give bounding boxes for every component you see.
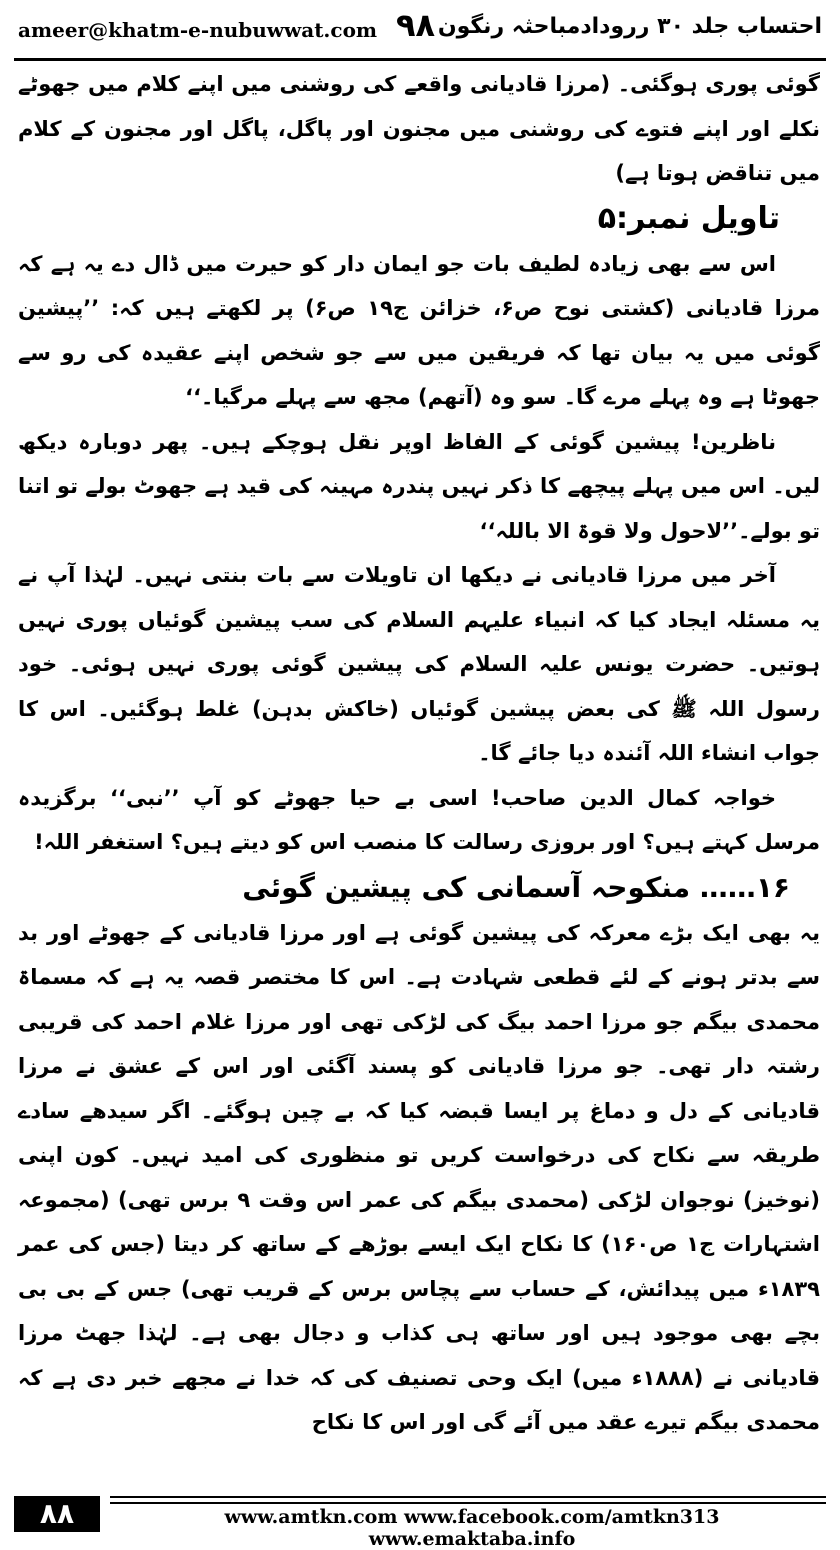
footer-divider-top (110, 1496, 826, 1498)
paragraph-3-quote: ’’لاحول ولا قوۃ الا باللہ‘‘ (479, 518, 739, 543)
paragraph-5: خواجہ کمال الدین صاحب! اسی بے حیا جھوٹے کو آپ ’’نبی‘‘ برگزیدہ مرسل کہتے ہیں؟ اور بروزی رسالت کا منصب اس کو دیتے ہیں؟ استغفر اللہ! (18, 785, 820, 854)
paragraph-3 (18, 420, 820, 554)
page-body (18, 62, 820, 1445)
page-footer (14, 1496, 826, 1550)
paragraph-4: آخر میں مرزا قادیانی نے دیکھا ان تاویلات سے بات بنتی نہیں۔ لہٰذا آپ نے یہ مسئلہ ایجاد کیا کہ انبیاء علیہم السلام کی سب پیشین گوئیاں پوری نہیں ہوتیں۔ حضرت یونس علیہ السلام کی پیشین گوئی پوری نہیں ہوئی۔ خود رسول اللہ ﷺ کی بعض پیشین گوئیاں (خاکش بدہن) غلط ہوگئیں۔ اس کا جواب انشاء اللہ آئندہ دیا جائے گا۔ (18, 563, 820, 765)
header-page-number: ۹۸ (396, 6, 436, 44)
paragraph-3-text: ناظرین! پیشین گوئی کے الفاظ اوپر نقل ہوچکے ہیں۔ پھر دوبارہ دیکھ لیں۔ اس میں پہلے پیچھے کا ذکر نہیں پندرہ مہینہ کی قید ہے جھوٹ بولے تو اتنا تو بولے۔ (18, 429, 820, 543)
footer-page-number: ۸۸ (14, 1496, 100, 1532)
page-header (14, 0, 826, 56)
footer-website-links: www.amtkn.com www.facebook.com/amtkn313 www.emaktaba.info (224, 1506, 720, 1550)
header-divider (14, 58, 826, 61)
paragraph-6: یہ بھی ایک بڑے معرکہ کی پیشین گوئی ہے اور مرزا قادیانی کے جھوٹے اور بد سے بدتر ہونے کے لئے قطعی شہادت ہے۔ اس کا مختصر قصہ یہ ہے کہ مسماۃ محمدی بیگم جو مرزا احمد بیگ کی لڑکی تھی اور مرزا غلام احمد کی قریبی رشتہ دار تھی۔ جو مرزا قادیانی کو پسند آگئی اور اس کے عشق نے مرزا قادیانی کے دل و دماغ پر ایسا قبضہ کیا کہ بے چین ہوگئے۔ اگر سیدھے سادے طریقہ سے نکاح کی درخواست کریں تو منظوری کی امید نہیں۔ کون اپنی (نوخیز) نوجوان لڑکی (محمدی بیگم کی عمر اس وقت ۹ برس تھی) (مجموعہ اشتہارات ج۱ ص۱۶۰) کا نکاح ایک ایسے بوڑھے کے ساتھ کر دیتا (جس کی عمر ۱۸۳۹ء میں پیدائش، کے حساب سے پچاس برس کے قریب تھی) جس کے بی بی بچے بھی موجود ہیں اور ساتھ ہی کذاب و دجال بھی ہے۔ لہٰذا جھٹ مرزا قادیانی نے (۱۸۸۸ء میں) ایک وحی تصنیف کی کہ خدا نے مجھے خبر دی ہے کہ محمدی بیگم تیرے عقد میں آئے گی اور اس کا نکاح (18, 920, 820, 1434)
header-email: ameer@khatm-e-nubuwwat.com (18, 18, 378, 42)
section-heading-16: ۱۶…… منکوحہ آسمانی کی پیشین گوئی (242, 870, 790, 904)
section-heading-tawil-5: تاویل نمبر:۵ (597, 200, 780, 236)
footer-divider-bottom (110, 1502, 826, 1504)
paragraph-2: اس سے بھی زیادہ لطیف بات جو ایمان دار کو حیرت میں ڈال دے یہ ہے کہ مرزا قادیانی (کشتی نوح ص۶، خزائن ج۱۹ ص۶) پر لکھتے ہیں کہ: ’’پیشین گوئی میں یہ بیان تھا کہ فریقین میں سے جو شخص اپنے عقیدہ کی رو سے جھوٹا ہے وہ پہلے مرے گا۔ سو وہ (آتھم) مجھ سے پہلے مرگیا۔‘‘ (18, 251, 820, 409)
header-title: احتساب جلد ۳۰ ررودادمباحثہ رنگون (437, 14, 822, 39)
paragraph-1: گوئی پوری ہوگئی۔ (مرزا قادیانی واقعے کی روشنی میں اپنے کلام میں جھوٹے نکلے اور اپنے فتوے کی روشنی میں مجنون اور پاگل، پاگل اور مجنون کے کلام میں تناقض ہوتا ہے) (18, 72, 820, 185)
